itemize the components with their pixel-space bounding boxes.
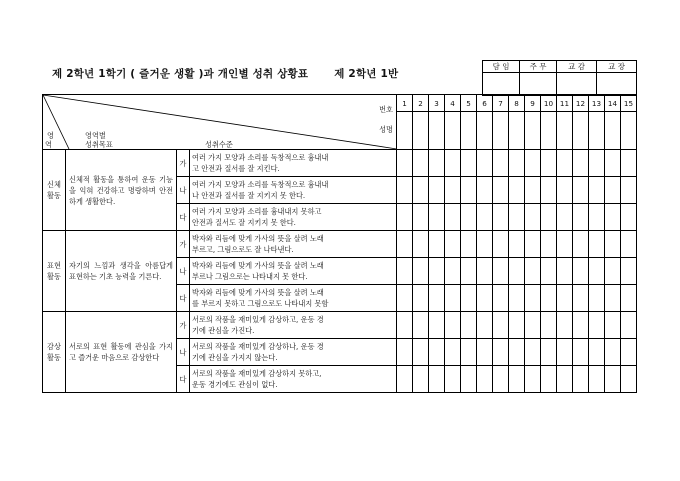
level-description [190, 285, 397, 312]
student-mark-cell[interactable] [413, 177, 429, 204]
student-mark-cell[interactable] [461, 312, 477, 339]
description-line-1: 여러 가지 모양과 소리를 흉내내지 못하고 [192, 207, 322, 216]
student-mark-cell[interactable] [557, 339, 573, 366]
student-mark-cell[interactable] [573, 150, 589, 177]
grade-label: 나 [177, 339, 190, 366]
student-mark-cell[interactable] [509, 312, 525, 339]
student-mark-cell[interactable] [445, 339, 461, 366]
student-mark-cell[interactable] [493, 231, 509, 258]
student-mark-cell[interactable] [461, 204, 477, 231]
student-number: 11 [557, 95, 573, 112]
student-mark-cell[interactable] [589, 312, 605, 339]
student-mark-cell[interactable] [525, 312, 541, 339]
description-line-1: 박자와 리듬에 맞게 가사의 뜻을 살려 노래 [192, 234, 324, 243]
student-mark-cell[interactable] [397, 231, 413, 258]
student-mark-cell[interactable] [541, 150, 557, 177]
student-mark-cell[interactable] [477, 339, 493, 366]
student-number: 3 [429, 95, 445, 112]
student-mark-cell[interactable] [509, 285, 525, 312]
student-mark-cell[interactable] [477, 366, 493, 393]
area-cell [43, 150, 66, 231]
approval-header-teacher: 담 임 [483, 61, 520, 73]
student-mark-cell[interactable] [445, 366, 461, 393]
level-row [43, 150, 637, 177]
class-label: 제 2학년 1반 [334, 68, 399, 80]
student-mark-cell[interactable] [477, 258, 493, 285]
description-line-1: 여러 가지 모양과 소리를 독창적으로 흉내내 [192, 180, 329, 189]
description-line-2: 기에 관심을 가지지 않는다. [192, 353, 278, 362]
student-mark-cell[interactable] [541, 231, 557, 258]
achievement-goal: 자기의 느낌과 생각을 아름답게 표현하는 기초 능력을 기른다. [66, 231, 177, 312]
student-mark-cell[interactable] [573, 231, 589, 258]
student-mark-cell[interactable] [621, 366, 637, 393]
student-mark-cell[interactable] [493, 312, 509, 339]
student-mark-cell[interactable] [621, 150, 637, 177]
student-mark-cell[interactable] [397, 312, 413, 339]
level-description [190, 258, 397, 285]
student-mark-cell[interactable] [573, 366, 589, 393]
student-number: 5 [461, 95, 477, 112]
description-line-1: 박자와 리듬에 맞게 가사의 뜻을 살려 노래 [192, 261, 324, 270]
student-mark-cell[interactable] [413, 150, 429, 177]
student-mark-cell[interactable] [605, 366, 621, 393]
student-mark-cell[interactable] [461, 258, 477, 285]
goal-label-2: 성취목표 [85, 140, 113, 149]
student-mark-cell[interactable] [509, 339, 525, 366]
student-mark-cell[interactable] [493, 339, 509, 366]
student-mark-cell[interactable] [445, 231, 461, 258]
level-description [190, 231, 397, 258]
grade-label: 다 [177, 285, 190, 312]
student-name-cell[interactable] [429, 112, 445, 150]
student-mark-cell[interactable] [541, 285, 557, 312]
student-mark-cell[interactable] [493, 258, 509, 285]
student-mark-cell[interactable] [429, 366, 445, 393]
student-mark-cell[interactable] [413, 204, 429, 231]
student-name-cell[interactable] [525, 112, 541, 150]
student-mark-cell[interactable] [493, 366, 509, 393]
student-mark-cell[interactable] [509, 231, 525, 258]
student-mark-cell[interactable] [397, 258, 413, 285]
area-name-line-1: 표현 [47, 261, 61, 270]
student-mark-cell[interactable] [461, 177, 477, 204]
student-number: 6 [477, 95, 493, 112]
level-description [190, 204, 397, 231]
achievement-table [42, 94, 637, 393]
student-mark-cell[interactable] [509, 177, 525, 204]
student-mark-cell[interactable] [621, 285, 637, 312]
student-mark-cell[interactable] [557, 177, 573, 204]
student-mark-cell[interactable] [589, 339, 605, 366]
student-mark-cell[interactable] [429, 339, 445, 366]
number-label: 번호 [379, 105, 393, 114]
area-label-2: 역 [45, 140, 52, 149]
level-row [43, 231, 637, 258]
student-number: 8 [509, 95, 525, 112]
student-mark-cell[interactable] [445, 285, 461, 312]
approval-header-head: 주 무 [520, 61, 557, 73]
student-mark-cell[interactable] [541, 339, 557, 366]
student-number: 9 [525, 95, 541, 112]
approval-header-principal: 교 장 [597, 61, 637, 73]
student-mark-cell[interactable] [461, 285, 477, 312]
student-mark-cell[interactable] [557, 204, 573, 231]
area-cell [43, 312, 66, 393]
student-mark-cell[interactable] [429, 231, 445, 258]
student-mark-cell[interactable] [589, 258, 605, 285]
student-mark-cell[interactable] [605, 150, 621, 177]
student-number: 4 [445, 95, 461, 112]
area-name-line-2: 활동 [47, 272, 61, 281]
student-mark-cell[interactable] [605, 231, 621, 258]
student-mark-cell[interactable] [397, 339, 413, 366]
student-mark-cell[interactable] [605, 285, 621, 312]
approval-sign-vice-principal[interactable] [557, 73, 597, 96]
student-mark-cell[interactable] [413, 258, 429, 285]
student-name-cell[interactable] [573, 112, 589, 150]
student-mark-cell[interactable] [573, 285, 589, 312]
student-mark-cell[interactable] [477, 285, 493, 312]
student-mark-cell[interactable] [541, 177, 557, 204]
description-line-1: 서로의 작품을 재미있게 감상하지 못하고, [192, 369, 322, 378]
grade-label: 가 [177, 312, 190, 339]
student-mark-cell[interactable] [589, 366, 605, 393]
goal-label-1: 영역별 [85, 131, 106, 140]
student-mark-cell[interactable] [525, 258, 541, 285]
area-name-line-2: 활동 [47, 353, 61, 362]
student-mark-cell[interactable] [541, 258, 557, 285]
approval-table [482, 60, 637, 96]
description-line-1: 서로의 작품을 재미있게 감상하나, 운동 경 [192, 342, 324, 351]
student-mark-cell[interactable] [525, 339, 541, 366]
level-description [190, 150, 397, 177]
level-description [190, 177, 397, 204]
student-mark-cell[interactable] [525, 231, 541, 258]
student-number: 12 [573, 95, 589, 112]
student-mark-cell[interactable] [429, 150, 445, 177]
student-mark-cell[interactable] [413, 312, 429, 339]
area-name-line-1: 감상 [47, 342, 61, 351]
student-mark-cell[interactable] [413, 285, 429, 312]
grade-label: 가 [177, 150, 190, 177]
description-line-1: 박자와 리듬에 맞게 가사의 뜻을 살려 노래 [192, 288, 324, 297]
student-name-cell[interactable] [413, 112, 429, 150]
approval-header-vice-principal: 교 감 [557, 61, 597, 73]
student-mark-cell[interactable] [493, 150, 509, 177]
student-mark-cell[interactable] [413, 231, 429, 258]
student-mark-cell[interactable] [477, 177, 493, 204]
student-mark-cell[interactable] [573, 312, 589, 339]
level-description [190, 339, 397, 366]
name-label: 성명 [379, 125, 393, 134]
student-number: 7 [493, 95, 509, 112]
approval-sign-principal[interactable] [597, 73, 637, 96]
student-mark-cell[interactable] [493, 177, 509, 204]
description-line-2: 를 부르지 못하고 그림으로도 나타내지 못함 [192, 299, 329, 308]
student-mark-cell[interactable] [429, 258, 445, 285]
area-name-line-1: 신체 [47, 180, 61, 189]
student-mark-cell[interactable] [445, 258, 461, 285]
student-mark-cell[interactable] [589, 150, 605, 177]
student-mark-cell[interactable] [525, 204, 541, 231]
student-mark-cell[interactable] [621, 204, 637, 231]
level-description [190, 366, 397, 393]
student-number: 13 [589, 95, 605, 112]
student-number: 14 [605, 95, 621, 112]
student-mark-cell[interactable] [429, 204, 445, 231]
student-mark-cell[interactable] [621, 231, 637, 258]
student-name-cell[interactable] [493, 112, 509, 150]
student-mark-cell[interactable] [477, 231, 493, 258]
student-mark-cell[interactable] [509, 258, 525, 285]
description-line-1: 서로의 작품을 재미있게 감상하고, 운동 경 [192, 315, 324, 324]
student-mark-cell[interactable] [621, 258, 637, 285]
student-name-cell[interactable] [397, 112, 413, 150]
student-mark-cell[interactable] [493, 285, 509, 312]
student-mark-cell[interactable] [509, 366, 525, 393]
description-line-2: 안전과 질서도 잘 지키지 못 한다. [192, 218, 296, 227]
student-mark-cell[interactable] [525, 366, 541, 393]
student-mark-cell[interactable] [557, 312, 573, 339]
student-mark-cell[interactable] [445, 177, 461, 204]
student-mark-cell[interactable] [605, 258, 621, 285]
level-row [43, 312, 637, 339]
student-name-cell[interactable] [605, 112, 621, 150]
student-mark-cell[interactable] [605, 339, 621, 366]
student-mark-cell[interactable] [461, 150, 477, 177]
student-mark-cell[interactable] [461, 339, 477, 366]
student-mark-cell[interactable] [557, 150, 573, 177]
student-number: 15 [621, 95, 637, 112]
student-mark-cell[interactable] [541, 312, 557, 339]
student-name-cell[interactable] [589, 112, 605, 150]
student-mark-cell[interactable] [621, 177, 637, 204]
student-mark-cell[interactable] [557, 366, 573, 393]
student-mark-cell[interactable] [589, 285, 605, 312]
approval-sign-head[interactable] [520, 73, 557, 96]
grade-label: 나 [177, 258, 190, 285]
grade-label: 나 [177, 177, 190, 204]
student-mark-cell[interactable] [509, 150, 525, 177]
student-mark-cell[interactable] [573, 339, 589, 366]
student-mark-cell[interactable] [397, 366, 413, 393]
student-mark-cell[interactable] [429, 285, 445, 312]
student-mark-cell[interactable] [397, 285, 413, 312]
student-mark-cell[interactable] [605, 312, 621, 339]
student-mark-cell[interactable] [541, 366, 557, 393]
title-text: 제 2학년 1학기 ( 즐거운 생활 )과 개인별 성취 상황표 [52, 68, 309, 80]
student-mark-cell[interactable] [573, 258, 589, 285]
achievement-goal: 신체적 활동을 통하여 운동 기능을 익혀 건강하고 명랑하며 안전하게 생활한다. [66, 150, 177, 231]
student-mark-cell[interactable] [589, 177, 605, 204]
student-number: 2 [413, 95, 429, 112]
description-line-2: 나 안전과 질서를 잘 지키지 못 한다. [192, 191, 306, 200]
student-name-cell[interactable] [509, 112, 525, 150]
student-number: 10 [541, 95, 557, 112]
student-mark-cell[interactable] [621, 339, 637, 366]
student-mark-cell[interactable] [621, 312, 637, 339]
student-mark-cell[interactable] [525, 177, 541, 204]
student-mark-cell[interactable] [397, 204, 413, 231]
level-label: 성취수준 [205, 140, 233, 149]
student-mark-cell[interactable] [573, 204, 589, 231]
student-mark-cell[interactable] [477, 150, 493, 177]
student-mark-cell[interactable] [445, 312, 461, 339]
student-mark-cell[interactable] [397, 177, 413, 204]
area-cell [43, 231, 66, 312]
student-mark-cell[interactable] [445, 204, 461, 231]
student-mark-cell[interactable] [429, 177, 445, 204]
student-mark-cell[interactable] [589, 231, 605, 258]
student-mark-cell[interactable] [429, 312, 445, 339]
student-name-cell[interactable] [621, 112, 637, 150]
student-number: 1 [397, 95, 413, 112]
area-label-1: 영 [47, 131, 54, 140]
student-mark-cell[interactable] [397, 150, 413, 177]
student-name-cell[interactable] [557, 112, 573, 150]
grade-label: 가 [177, 231, 190, 258]
student-name-cell[interactable] [477, 112, 493, 150]
document-title [52, 66, 398, 81]
student-name-cell[interactable] [541, 112, 557, 150]
description-line-2: 고 안전과 질서를 잘 지킨다. [192, 164, 280, 173]
student-mark-cell[interactable] [445, 150, 461, 177]
student-mark-cell[interactable] [477, 204, 493, 231]
achievement-goal: 서로의 표현 활동에 관심을 가지고 즐거운 마음으로 감상한다 [66, 312, 177, 393]
student-mark-cell[interactable] [413, 339, 429, 366]
approval-sign-teacher[interactable] [483, 73, 520, 96]
student-mark-cell[interactable] [557, 258, 573, 285]
student-mark-cell[interactable] [493, 204, 509, 231]
student-mark-cell[interactable] [509, 204, 525, 231]
student-mark-cell[interactable] [541, 204, 557, 231]
student-mark-cell[interactable] [525, 150, 541, 177]
level-description [190, 312, 397, 339]
student-mark-cell[interactable] [557, 231, 573, 258]
student-mark-cell[interactable] [461, 231, 477, 258]
student-mark-cell[interactable] [573, 177, 589, 204]
grade-label: 다 [177, 366, 190, 393]
area-name-line-2: 활동 [47, 191, 61, 200]
student-mark-cell[interactable] [605, 177, 621, 204]
description-line-2: 기에 관심을 가진다. [192, 326, 255, 335]
diagonal-header-cell [43, 95, 397, 150]
student-mark-cell[interactable] [477, 312, 493, 339]
description-line-2: 부르고, 그림으로도 잘 나타낸다. [192, 245, 294, 254]
grade-label: 다 [177, 204, 190, 231]
student-mark-cell[interactable] [605, 204, 621, 231]
student-mark-cell[interactable] [461, 366, 477, 393]
student-name-cell[interactable] [445, 112, 461, 150]
student-name-cell[interactable] [461, 112, 477, 150]
description-line-2: 운동 경기에도 관심이 없다. [192, 380, 278, 389]
student-mark-cell[interactable] [525, 285, 541, 312]
description-line-2: 부르나 그림으로는 나타내지 못 한다. [192, 272, 308, 281]
student-mark-cell[interactable] [589, 204, 605, 231]
description-line-1: 여러 가지 모양과 소리를 독창적으로 흉내내 [192, 153, 329, 162]
student-mark-cell[interactable] [413, 366, 429, 393]
student-mark-cell[interactable] [557, 285, 573, 312]
